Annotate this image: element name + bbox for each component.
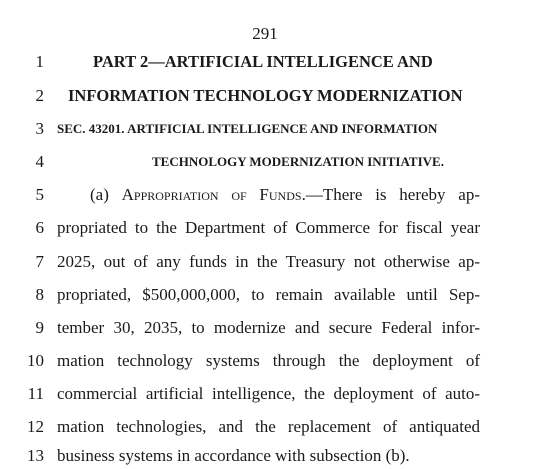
body-text: tember 30, 2035, to modernize and secure Federal infor- bbox=[57, 318, 480, 337]
part-heading: INFORMATION TECHNOLOGY MODERNIZATION bbox=[68, 86, 463, 105]
line-number: 10 bbox=[27, 351, 44, 370]
body-text: commercial artificial intelligence, the deployment of auto- bbox=[57, 384, 480, 403]
line-number: 13 bbox=[27, 446, 44, 465]
body-text: business systems in accordance with subsection (b). bbox=[57, 446, 410, 465]
body-text: .—There is hereby ap- bbox=[301, 185, 480, 204]
line-number: 2 bbox=[35, 86, 44, 105]
line-number: 12 bbox=[27, 417, 44, 436]
line-number: 7 bbox=[35, 252, 44, 271]
body-text: mation technology systems through the deployment of bbox=[57, 351, 480, 370]
body-text: propriated to the Department of Commerce for fiscal year bbox=[57, 218, 480, 237]
subsection-heading: Appropriation of Funds bbox=[121, 185, 302, 204]
subsection-marker: (a) bbox=[90, 185, 122, 204]
body-text: mation technologies, and the replacement of antiquated bbox=[57, 417, 480, 436]
section-heading: TECHNOLOGY MODERNIZATION INITIATIVE. bbox=[152, 154, 444, 169]
line-number: 3 bbox=[35, 119, 44, 138]
line-number: 8 bbox=[35, 285, 44, 304]
part-heading: PART 2—ARTIFICIAL INTELLIGENCE AND bbox=[93, 52, 433, 71]
subsection-lead bbox=[90, 183, 480, 207]
section-heading: SEC. 43201. ARTIFICIAL INTELLIGENCE AND INFORMATION bbox=[57, 121, 438, 136]
line-number: 11 bbox=[27, 384, 44, 403]
body-text: 2025, out of any funds in the Treasury not otherwise ap- bbox=[57, 252, 480, 271]
line-number: 5 bbox=[35, 185, 44, 204]
line-number: 1 bbox=[35, 52, 44, 71]
page-number: 291 bbox=[252, 24, 278, 43]
line-number: 4 bbox=[35, 152, 44, 171]
body-text: propriated, $500,000,000, to remain available until Sep- bbox=[57, 285, 480, 304]
line-number: 6 bbox=[35, 218, 44, 237]
line-number: 9 bbox=[35, 318, 44, 337]
